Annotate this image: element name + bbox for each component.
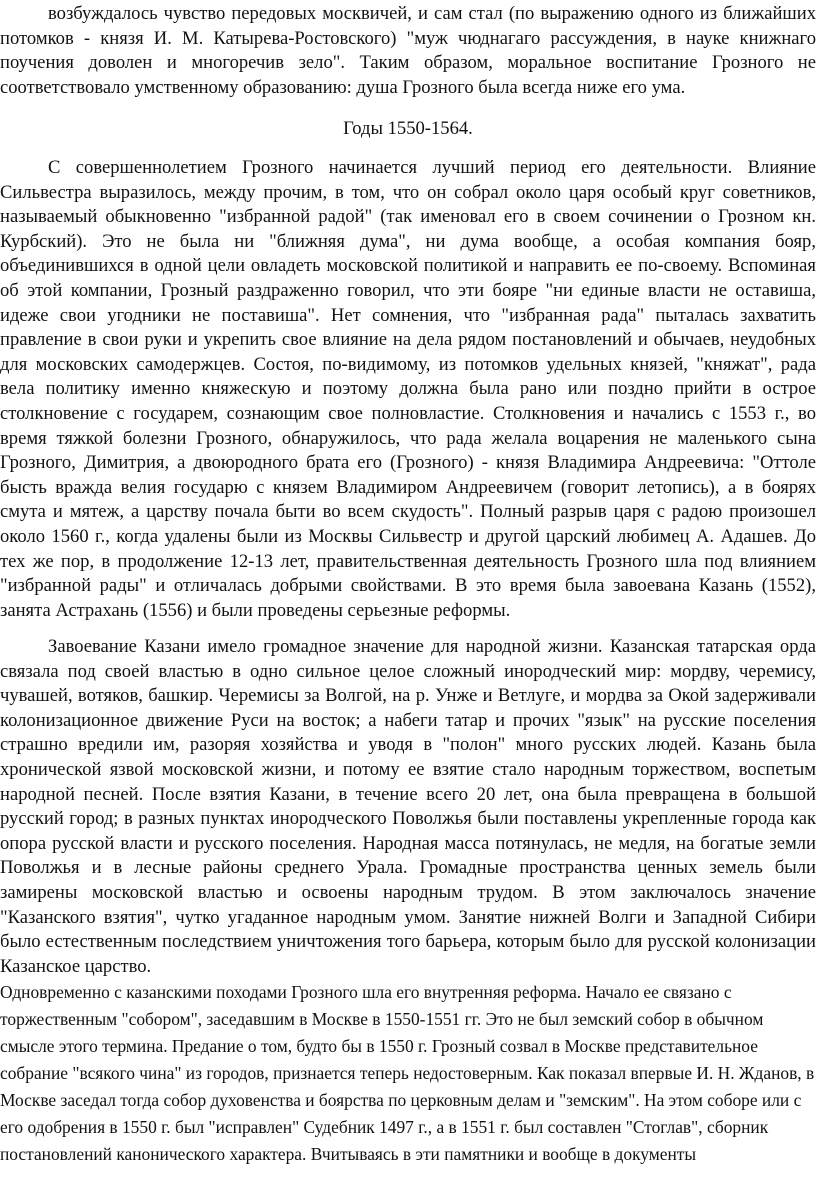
paragraph-intro-continuation: возбуждалось чувство передовых москвичей, и сам стал (по выражению одного из ближайших потомков - князя И. М. Катырева-Ростовского) "муж чюднагаго рассуждения, в науке книжнаго поучения доволен и многоречив зело". Таким образом, моральное воспитание Грозного не соответствовало умственному образованию: душа Грозного была всегда ниже его ума. [0, 3, 816, 98]
paragraph-internal-reform: Одновременно с казанскими походами Грозного шла его внутренняя реформа. Начало ее связано с торжественным "собором", заседавшим в Москве в 1550-1551 гг. Это не был земский собор в обычном смысле этого термина. Предание о том, будто бы в 1550 г. Грозный созвал в Москве представительное собрание "всякого чина" из городов, признается теперь недостоверным. Как показал впервые И. Н. Жданов, в Москве заседал тогда собор духовенства и боярства по церковным делам и "земским". На этом соборе или с его одобрения в 1550 г. был "исправлен" Судебник 1497 г., а в 1551 г. был составлен "Стоглав", сборник постановлений канонического характера. Вчитываясь в эти памятники и вообще в документы [0, 982, 815, 1164]
section-heading: Годы 1550-1564. [343, 118, 473, 139]
paragraph-chosen-council: С совершеннолетием Грозного начинается лучший период его деятельности. Влияние Сильвестра выразилось, между прочим, в том, что он собрал около царя особый круг советников, называемый обыкновенно "избранной радой" (так именовал его в своем сочинении о Грозном кн. Курбский). Это не была ни "ближняя дума", ни дума вообще, а особая компания бояр, объединившихся в одной цели овладеть московской политикой и направить ее по-своему. Вспоминая об этой компании, Грозный раздраженно говорил, что эти бояре "ни единые власти не оставиша, идеже свои угодники не поставиша". Нет сомнения, что "избранная рада" пыталась захватить правление в свои руки и укрепить свое влияние на дела рядом постановлений и обычаев, неудобных для московских самодержцев. Состоя, по-видимому, из потомков удельных князей, "княжат", рада вела политику именно княжескую и поэтому должна была рано или поздно прийти в острое столкновение с государем, сознающим свое полновластие. Столкновения и начались с 1553 г., во время тяжкой болезни Грозного, обнаружилось, что рада желала воцарения не маленького сына Грозного, Димитрия, а двоюродного брата его (Грозного) - князя Владимира Андреевича: "Оттоле бысть вражда велия государю с князем Владимиром Андреевичем (говорит летопись), а в боярях смута и мятеж, а царству почала быти во всем скудость". Полный разрыв царя с радою произошел около 1560 г., когда удалены были из Москвы Сильвестр и другой царский любимец А. Адашев. До тех же пор, в продолжение 12-13 лет, правительственная деятельность Грозного шла под влиянием "избранной рады" и отличалась добрыми свойствами. В это время была завоевана Казань (1552), занята Астрахань (1556) и были проведены серьезные реформы. [0, 157, 816, 621]
paragraph-kazan-conquest: Завоевание Казани имело громадное значение для народной жизни. Казанская татарская орда связала под своей властью в одно сильное целое сложный инородческий мир: мордву, черемису, чувашей, вотяков, башкир. Черемисы за Волгой, на р. Унже и Ветлуге, и мордва за Окой задерживали колонизационное движение Руси на восток; а набеги татар и прочих "язык" на русские поселения страшно вредили им, разоряя хозяйства и уводя в "полон" много русских людей. Казань была хронической язвой московской жизни, и потому ее взятие стало народным торжеством, воспетым народной песней. После взятия Казани, в течение всего 20 лет, она была превращена в большой русский город; в разных пунктах инородческого Поволжья были поставлены укрепленные города как опора русской власти и русского поселения. Народная масса потянулась, не медля, на богатые земли Поволжья и в лесные районы среднего Урала. Громадные пространства ценных земель были замирены московской властью и освоены народным трудом. В этом заключалось значение "Казанского взятия", чутко угаданное народным умом. Занятие нижней Волги и Западной Сибири было естественным последствием уничтожения того барьера, которым было для русской колонизации Казанское царство. [0, 636, 816, 977]
